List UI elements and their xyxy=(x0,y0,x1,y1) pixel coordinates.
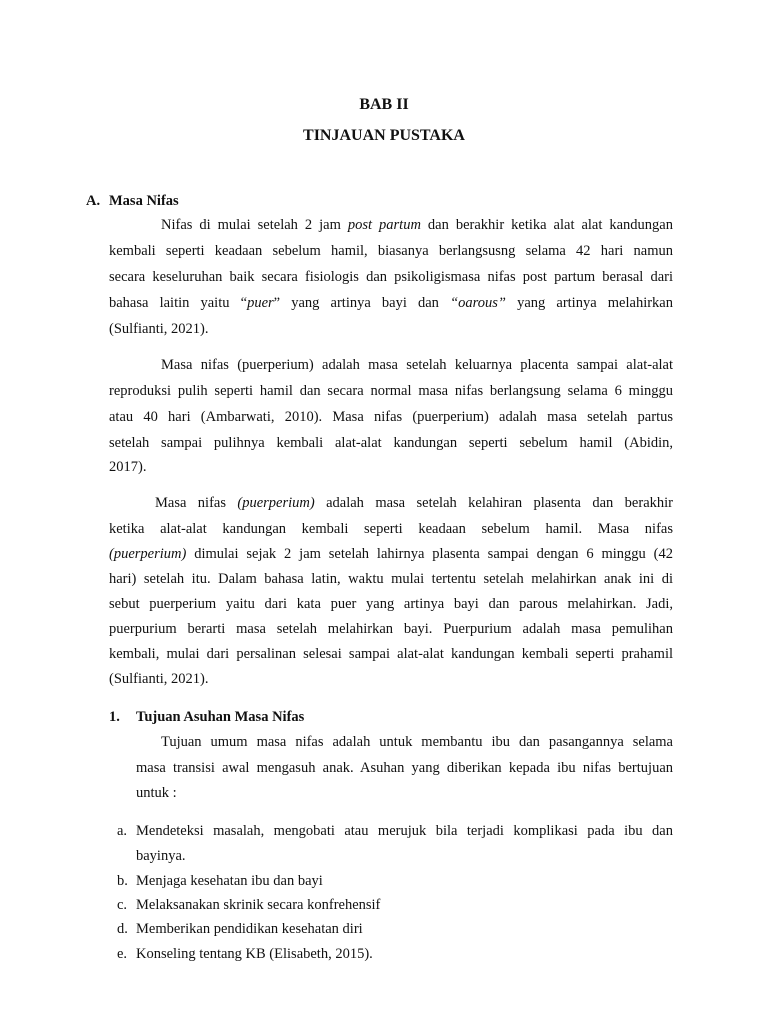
paragraph-line: puerpurium berarti masa setelah melahirkan bayi. Puerpurium adalah masa pemulihan xyxy=(109,621,673,637)
chapter-title: TINJAUAN PUSTAKA xyxy=(303,127,465,144)
paragraph-line: Masa nifas (puerperium) adalah masa setelah keluarnya placenta sampai alat-alat xyxy=(161,357,673,373)
paragraph-line: kembali, mulai dari persalinan selesai sampai alat-alat kandungan kembali seperti prahamil xyxy=(109,646,673,662)
subsection-marker: 1. xyxy=(109,709,120,725)
paragraph-line: (Sulfianti, 2021). xyxy=(109,321,209,337)
list-item: bayinya. xyxy=(136,848,186,864)
paragraph-line: ketika alat-alat kandungan kembali seperti keadaan sebelum hamil. Masa nifas xyxy=(109,521,673,537)
list-item-marker: e. xyxy=(117,946,128,962)
list-item-marker: b. xyxy=(117,873,128,889)
paragraph-line: hari) setelah itu. Dalam bahasa latin, waktu mulai tertentu setelah melahirkan anak ini di xyxy=(109,571,673,587)
list-item: Memberikan pendidikan kesehatan diri xyxy=(136,921,363,937)
paragraph-line: Masa nifas (puerperium) adalah masa setelah kelahiran plasenta dan berakhir xyxy=(155,495,673,511)
paragraph-line: Nifas di mulai setelah 2 jam post partum dan berakhir ketika alat alat kandungan xyxy=(161,217,673,233)
section-marker: A. xyxy=(86,193,101,209)
paragraph-line: atau 40 hari (Ambarwati, 2010). Masa nifas (puerperium) adalah masa setelah partus xyxy=(109,409,673,425)
paragraph-line: 2017). xyxy=(109,459,147,475)
paragraph-line: bahasa laitin yaitu “puer” yang artinya bayi dan “oarous” yang artinya melahirkan xyxy=(109,295,673,311)
list-item-marker: c. xyxy=(117,897,128,913)
paragraph-line: kembali seperti keadaan sebelum hamil, biasanya berlangsusng selama 42 hari namun xyxy=(109,243,673,259)
list-item: Menjaga kesehatan ibu dan bayi xyxy=(136,873,323,889)
subsection-title: Tujuan Asuhan Masa Nifas xyxy=(136,709,305,725)
paragraph-line: reproduksi pulih seperti hamil dan secara normal masa nifas berlangsung selama 6 minggu xyxy=(109,383,673,399)
paragraph-line: (Sulfianti, 2021). xyxy=(109,671,209,687)
list-item: Konseling tentang KB (Elisabeth, 2015). xyxy=(136,946,373,962)
paragraph-line: untuk : xyxy=(136,785,177,801)
paragraph-line: sebut puerperium yaitu dari kata puer yang artinya bayi dan parous melahirkan. Jadi, xyxy=(109,596,673,612)
list-item-marker: d. xyxy=(117,921,128,937)
paragraph-line: masa transisi awal mengasuh anak. Asuhan yang diberikan kepada ibu nifas bertujuan xyxy=(136,760,673,776)
paragraph-line: setelah sampai pulihnya kembali alat-alat kandungan seperti sebelum hamil (Abidin, xyxy=(109,435,673,451)
section-title: Masa Nifas xyxy=(109,193,179,209)
paragraph-line: secara keseluruhan baik secara fisiologis dan psikoligismasa nifas post partum berasal dari xyxy=(109,269,673,285)
paragraph-line: Tujuan umum masa nifas adalah untuk membantu ibu dan pasangannya selama xyxy=(161,734,673,750)
list-item: Mendeteksi masalah, mengobati atau merujuk bila terjadi komplikasi pada ibu dan xyxy=(136,823,673,839)
paragraph-line: (puerperium) dimulai sejak 2 jam setelah lahirnya plasenta sampai dengan 6 minggu (42 xyxy=(109,546,673,562)
list-item-marker: a. xyxy=(117,823,128,839)
chapter-heading: BAB II xyxy=(359,96,409,113)
list-item: Melaksanakan skrinik secara konfrehensif xyxy=(136,897,381,913)
